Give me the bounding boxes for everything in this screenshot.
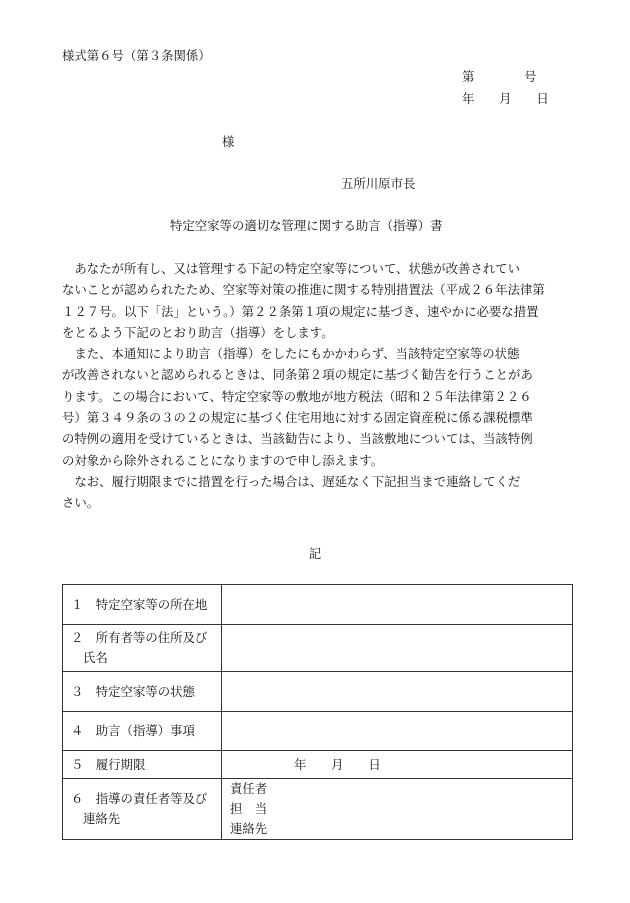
row-label-text: ２ 所有者等の住所及び: [71, 630, 208, 645]
document-title: 特定空家等の適切な管理に関する助言（指導）書: [170, 218, 443, 233]
body-line: あなたが所有し、又は管理する下記の特定空家等について、状態が改善されてい: [62, 261, 520, 276]
table-row: [63, 779, 573, 840]
row-label-text: ６ 指導の責任者等及び: [71, 791, 208, 806]
row-label: [63, 712, 222, 751]
row-label: [63, 585, 222, 625]
document-number-line: 第 号: [462, 69, 537, 84]
table-row: [63, 712, 573, 751]
body-line: 号）第３４９条の３の２の規定に基づく住宅用地に対する固定資産税に係る課税標準: [62, 410, 533, 426]
body-line: をとるよう下記のとおり助言（指導）をします。: [62, 324, 334, 340]
row-label-text-cont: 氏名: [83, 650, 108, 665]
row-label-text: １ 特定空家等の所在地: [71, 596, 208, 612]
row-label-text: ４ 助言（指導）事項: [71, 723, 195, 738]
deadline-value-cell[interactable]: [222, 751, 573, 779]
body-line: さい。: [62, 495, 100, 511]
row-label-text: ５ 履行期限: [71, 756, 146, 772]
contact-value-cell[interactable]: [222, 779, 573, 840]
body-line: ないことが認められたため、空家等対策の推進に関する特別措置法（平成２６年法律第: [62, 282, 545, 298]
body-line: １２７号。以下「法」という。）第２２条第１項の規定に基づき、速やかに必要な措置: [62, 303, 539, 319]
addressee-suffix: 様: [222, 134, 235, 149]
form-number: 様式第６号（第３条関係）: [62, 48, 211, 63]
row-label-text-cont: 連絡先: [83, 811, 121, 826]
row-label: [63, 779, 222, 840]
ki-heading: 記: [308, 546, 322, 561]
deadline-date-text: 年 月 日: [294, 756, 381, 772]
condition-value-cell[interactable]: [222, 672, 573, 712]
table-row: [63, 672, 573, 712]
body-line: また、本通知により助言（指導）をしたにもかかわらず、当該特定空家等の状態: [62, 346, 520, 362]
table-row: [63, 625, 573, 672]
body-line: が改善されないと認められるときは、同条第２項の規定に基づく勧告を行うことがあ: [62, 367, 533, 383]
issuer-name: 五所川原市長: [341, 176, 416, 191]
body-line: の特例の適用を受けているときは、当該勧告により、当該敷地については、当該特例: [62, 431, 533, 447]
issue-date-line: 年 月 日: [462, 91, 549, 106]
body-line: なお、履行期限までに措置を行った場合は、遅延なく下記担当まで連絡してくだ: [62, 473, 521, 489]
responsible-person-label: 責任者: [230, 781, 268, 796]
table-row: [63, 585, 573, 625]
advice-value-cell[interactable]: [222, 712, 573, 751]
staff-label: 担 当: [230, 801, 268, 816]
row-label-text: ３ 特定空家等の状態: [71, 683, 195, 699]
notice-body: [62, 258, 572, 514]
location-value-cell[interactable]: [222, 585, 573, 625]
body-line: の対象から除外されることになりますので申し添えます。: [62, 452, 384, 468]
owner-value-cell[interactable]: [222, 625, 573, 672]
details-table: [62, 584, 573, 840]
contact-label: 連絡先: [230, 821, 268, 836]
row-label: [63, 672, 222, 712]
body-line: ります。この場合において、特定空家等の敷地が地方税法（昭和２５年法律第２２６: [62, 388, 532, 404]
row-label: [63, 751, 222, 779]
row-label: [63, 625, 222, 672]
table-row: [63, 751, 573, 779]
